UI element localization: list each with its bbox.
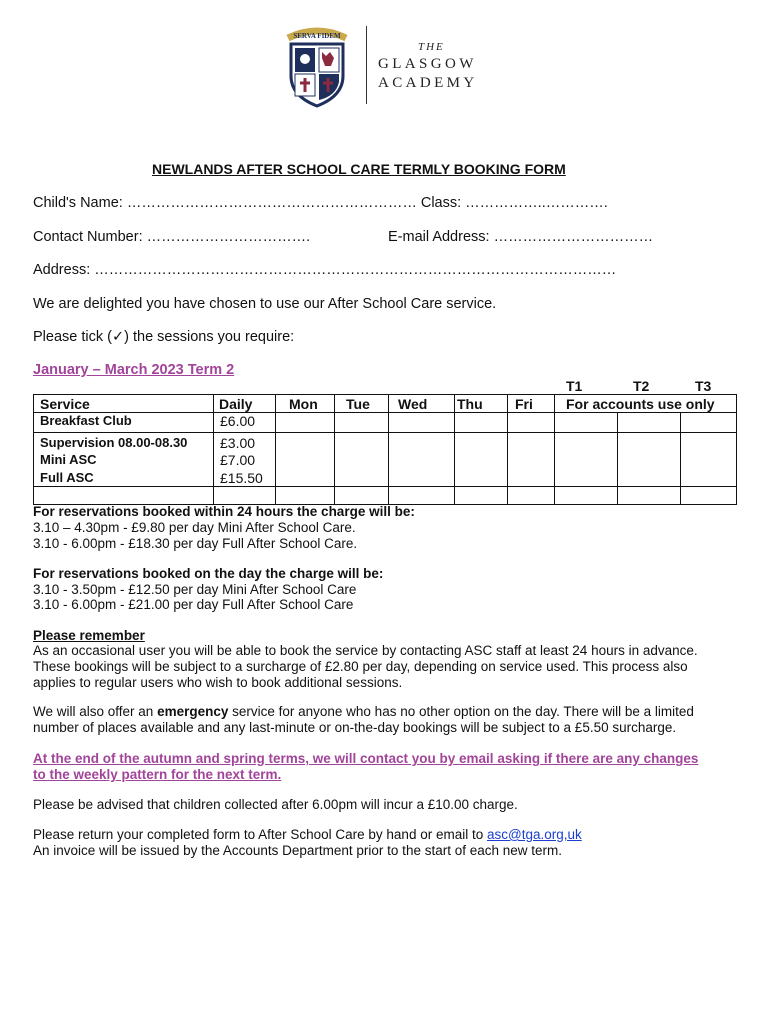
- term-col-t3: T3: [695, 378, 712, 394]
- remember-p1-line-2: These bookings will be subject to a surcharge of £2.80 per day, depending on service used. This process also: [33, 659, 688, 674]
- emergency-text-a: We will also offer an: [33, 704, 158, 719]
- term-col-t1: T1: [566, 378, 583, 394]
- remember-p2-line-2: number of places available and any last-minute or on-the-day bookings will be subject to a £5.50 surcharge.: [33, 720, 677, 735]
- return-form-line: [33, 827, 582, 843]
- childs-name-field[interactable]: Child's Name: …………………………………………………… Class: ……………..………….: [33, 195, 608, 211]
- row-service-breakfast-club: Breakfast Club: [40, 413, 132, 428]
- svg-text:SERVA FIDEM: SERVA FIDEM: [293, 32, 341, 40]
- row-price-mini-asc: £7.00: [220, 452, 256, 468]
- emergency-text-c: service for anyone who has no other option on the day. There will be a limited: [228, 704, 694, 719]
- col-header-daily: Daily: [219, 396, 253, 412]
- row-service-full-asc: Full ASC: [40, 470, 94, 485]
- col-header-tue: Tue: [346, 396, 370, 412]
- invoice-note: An invoice will be issued by the Accounts Department prior to the start of each new term.: [33, 843, 563, 858]
- email-notice-line-1: At the end of the autumn and spring terms, we will contact you by email asking if there are any changes: [33, 751, 699, 766]
- form-title: NEWLANDS AFTER SCHOOL CARE TERMLY BOOKING FORM: [152, 161, 566, 177]
- remember-p2-line-1: [33, 704, 694, 720]
- late-collection-charge: Please be advised that children collected after 6.00pm will incur a £10.00 charge.: [33, 797, 518, 812]
- school-crest-logo: [282, 26, 352, 108]
- email-address-field[interactable]: E-mail Address: ……………………………: [388, 229, 654, 245]
- logo-academy: ACADEMY: [378, 75, 478, 91]
- term-heading: January – March 2023 Term 2: [33, 362, 235, 378]
- logo-glasgow: GLASGOW: [378, 56, 477, 72]
- row-price-breakfast-club: £6.00: [220, 413, 256, 429]
- tick-prompt: Please tick (✓) the sessions you require:: [33, 329, 295, 345]
- row-price-supervision: £3.00: [220, 435, 256, 451]
- row-service-supervision: Supervision 08.00-08.30: [40, 435, 188, 450]
- col-header-thu: Thu: [457, 396, 483, 412]
- email-notice-line-2: to the weekly pattern for the next term.: [33, 767, 282, 782]
- intro-text: We are delighted you have chosen to use our After School Care service.: [33, 296, 497, 312]
- within-24h-heading: For reservations booked within 24 hours the charge will be:: [33, 504, 415, 519]
- on-day-line-2: 3.10 - 6.00pm - £21.00 per day Full After School Care: [33, 597, 354, 612]
- col-header-fri: Fri: [515, 396, 533, 412]
- contact-number-field[interactable]: Contact Number: …………………………….: [33, 229, 311, 245]
- emergency-word: emergency: [157, 704, 229, 719]
- on-day-heading: For reservations booked on the day the charge will be:: [33, 566, 384, 581]
- row-service-mini-asc: Mini ASC: [40, 452, 97, 467]
- address-field[interactable]: Address: ………………………………………………………………………………………………: [33, 262, 617, 278]
- term-col-t2: T2: [633, 378, 650, 394]
- col-header-accounts: For accounts use only: [566, 396, 715, 412]
- remember-p1-line-1: As an occasional user you will be able to book the service by contacting ASC staff at least 24 hours in advance.: [33, 643, 698, 658]
- logo-the: THE: [418, 41, 445, 53]
- within-24h-line-2: 3.10 - 6.00pm - £18.30 per day Full After School Care.: [33, 536, 358, 551]
- col-header-mon: Mon: [289, 396, 318, 412]
- row-price-full-asc: £15.50: [220, 470, 263, 486]
- col-header-wed: Wed: [398, 396, 428, 412]
- within-24h-line-1: 3.10 – 4.30pm - £9.80 per day Mini After School Care.: [33, 520, 356, 535]
- logo-divider: [366, 26, 367, 104]
- please-remember-heading: Please remember: [33, 628, 145, 643]
- remember-p1-line-3: applies to regular users who wish to book additional sessions.: [33, 675, 403, 690]
- return-form-text: Please return your completed form to After School Care by hand or email to: [33, 827, 487, 842]
- asc-email-link[interactable]: asc@tga.org,uk: [486, 827, 582, 842]
- on-day-line-1: 3.10 - 3.50pm - £12.50 per day Mini After School Care: [33, 582, 357, 597]
- col-header-service: Service: [40, 396, 90, 412]
